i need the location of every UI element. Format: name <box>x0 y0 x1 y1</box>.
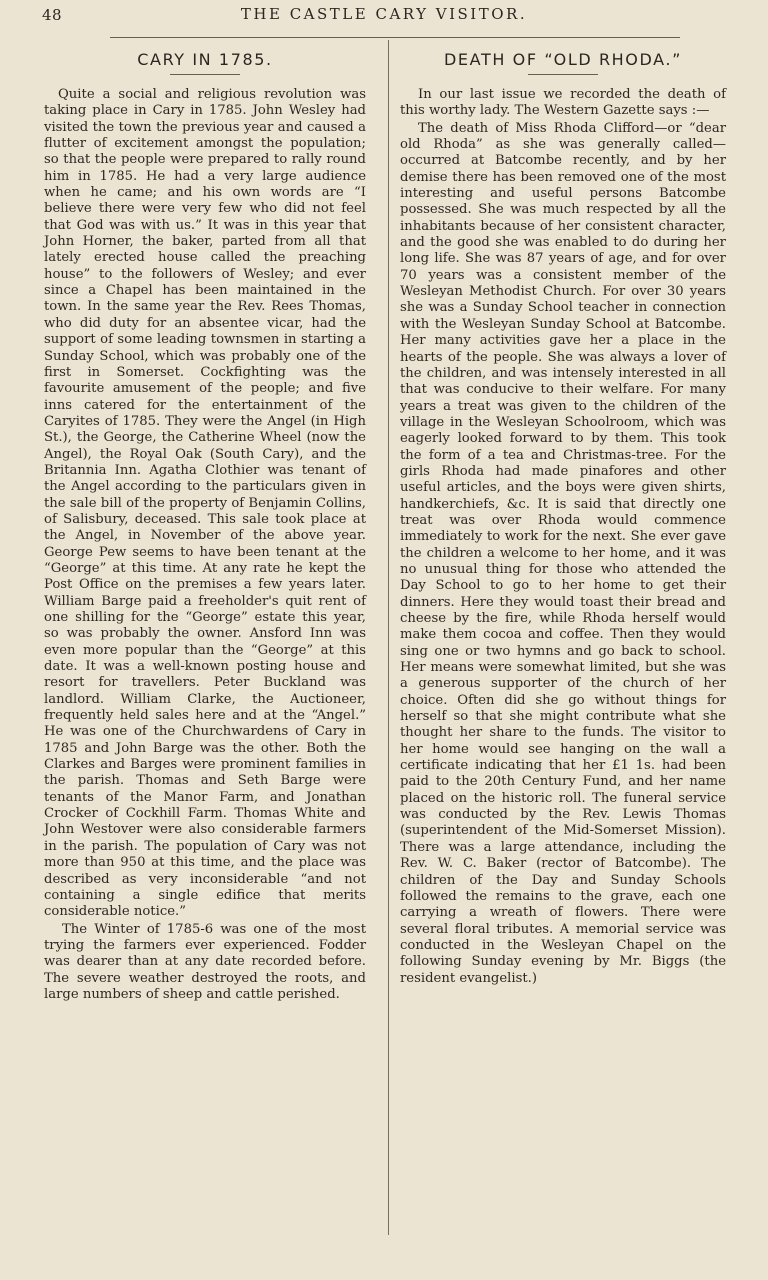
right-headline-rule <box>528 74 598 75</box>
left-article-headline: CARY IN 1785. <box>137 50 273 69</box>
left-column <box>44 50 366 1003</box>
left-article-paragraph: Quite a social and religious revolution was taking place in Cary in 1785. John Wesley had visited the town the previous year and caused a flutter of excitement amongst the population; so that the people were prepared to rally round him in 1785. He had a very large audience when he came; and his own words are “I believe there were very few who did not feel that God was with us.” It was in this year that John Horner, the baker, parted from all that lately erected house called the preaching house” to the followers of Wesley; and ever since a Chapel has been maintained in the town. In the same year the Rev. Rees Thomas, who did duty for an absentee vicar, had the support of some leading townsmen in starting a Sunday School, which was probably one of the first in Somerset. Cockfighting was the favourite amusement of the people; and five inns catered for the entertainment of the Caryites of 1785. They were the Angel (in High St.), the George, the Catherine Wheel (now the Angel), the Royal Oak (South Cary), and the Britannia Inn. Agatha Clothier was tenant of the Angel according to the particulars given in the sale bill of the property of Benjamin Collins, of Salisbury, deceased. This sale took place at the Angel, in November of the above year. George Pew seems to have been tenant at the “George” at this time. At any rate he kept the Post Office on the premises a few years later. William Barge paid a freeholder's quit rent of one shilling for the “George” estate this year, so was probably the owner. Ansford Inn was even more popular than the “George” at this date. It was a well-known posting house and resort for travellers. Peter Buckland was landlord. William Clarke, the Auctioneer, frequently held sales here and at the “Angel.” He was one of the Churchwardens of Cary in 1785 and John Barge was the other. Both the Clarkes and Barges were prominent families in the parish. Thomas and Seth Barge were tenants of the Manor Farm, and Jonathan Crocker of Cockhill Farm. Thomas White and John Westover were also considerable farmers in the parish. The population of Cary was not more than 950 at this time, and the place was described as very inconsiderable “and not containing a single edifice that merits considerable notice.” <box>44 87 366 920</box>
page-number: 48 <box>42 6 63 24</box>
right-article-paragraph: The death of Miss Rhoda Clifford—or “dear old Rhoda” as she was generally called—occurred at Batcombe recently, and by her demise there has been removed one of the most interesting and useful persons Batcombe possessed. She was much respected by all the inhabitants because of her consistent character, and the good she was enabled to do during her long life. She was 87 years of age, and for over 70 years was a consistent member of the Wesleyan Methodist Church. For over 30 years she was a Sunday School teacher in connection with the Wesleyan Sunday School at Batcombe. Her many activities gave her a place in the hearts of the people. She was always a lover of the children, and was intensely interested in all that was conducive to their welfare. For many years a treat was given to the children of the village in the Wesleyan Schoolroom, which was eagerly looked forward to by them. This took the form of a tea and Christmas-tree. For the girls Rhoda had made pinafores and other useful articles, and the boys were given shirts, handkerchiefs, &c. It is said that directly one treat was over Rhoda would commence immediately to work for the next. She ever gave the children a welcome to her home, and it was no unusual thing for those who attended the Day School to go to her home to get their dinners. Here they would toast their bread and cheese by the fire, while Rhoda herself would make them cocoa and coffee. Then they would sing one or two hymns and go back to school. Her means were somewhat limited, but she was a generous supporter of the church of her choice. Often did she go without things for herself so that she might contribute what she thought her share to the funds. The visitor to her home would see hanging on the wall a certificate indicating that her £1 1s. had been paid to the 20th Century Fund, and her name placed on the historic roll. The funeral service was conducted by the Rev. Lewis Thomas (superintendent of the Mid-Somerset Mission). There was a large attendance, including the Rev. W. C. Baker (rector of Batcombe). The children of the Day and Sunday Schools followed the remains to the grave, each one carrying a wreath of flowers. There were several floral tributes. A memorial service was conducted in the Wesleyan Chapel on the following Sunday evening by Mr. Biggs (the resident evangelist.) <box>400 120 726 986</box>
left-headline-rule <box>170 74 240 75</box>
left-article-paragraph: The Winter of 1785-6 was one of the most trying the farmers ever experienced. Fodder was dearer than at any date recorded before. The severe weather destroyed the roots, and large numbers of sheep and cattle perished. <box>44 921 366 1002</box>
header-rule <box>110 37 680 38</box>
right-article-paragraph: In our last issue we recorded the death of this worthy lady. The Western Gazette says :— <box>400 87 726 119</box>
running-title: THE CASTLE CARY VISITOR. <box>240 5 528 23</box>
right-column <box>400 50 726 987</box>
right-article-headline: DEATH OF “OLD RHODA.” <box>444 50 682 69</box>
page-header <box>0 0 768 30</box>
column-divider <box>388 40 389 1235</box>
